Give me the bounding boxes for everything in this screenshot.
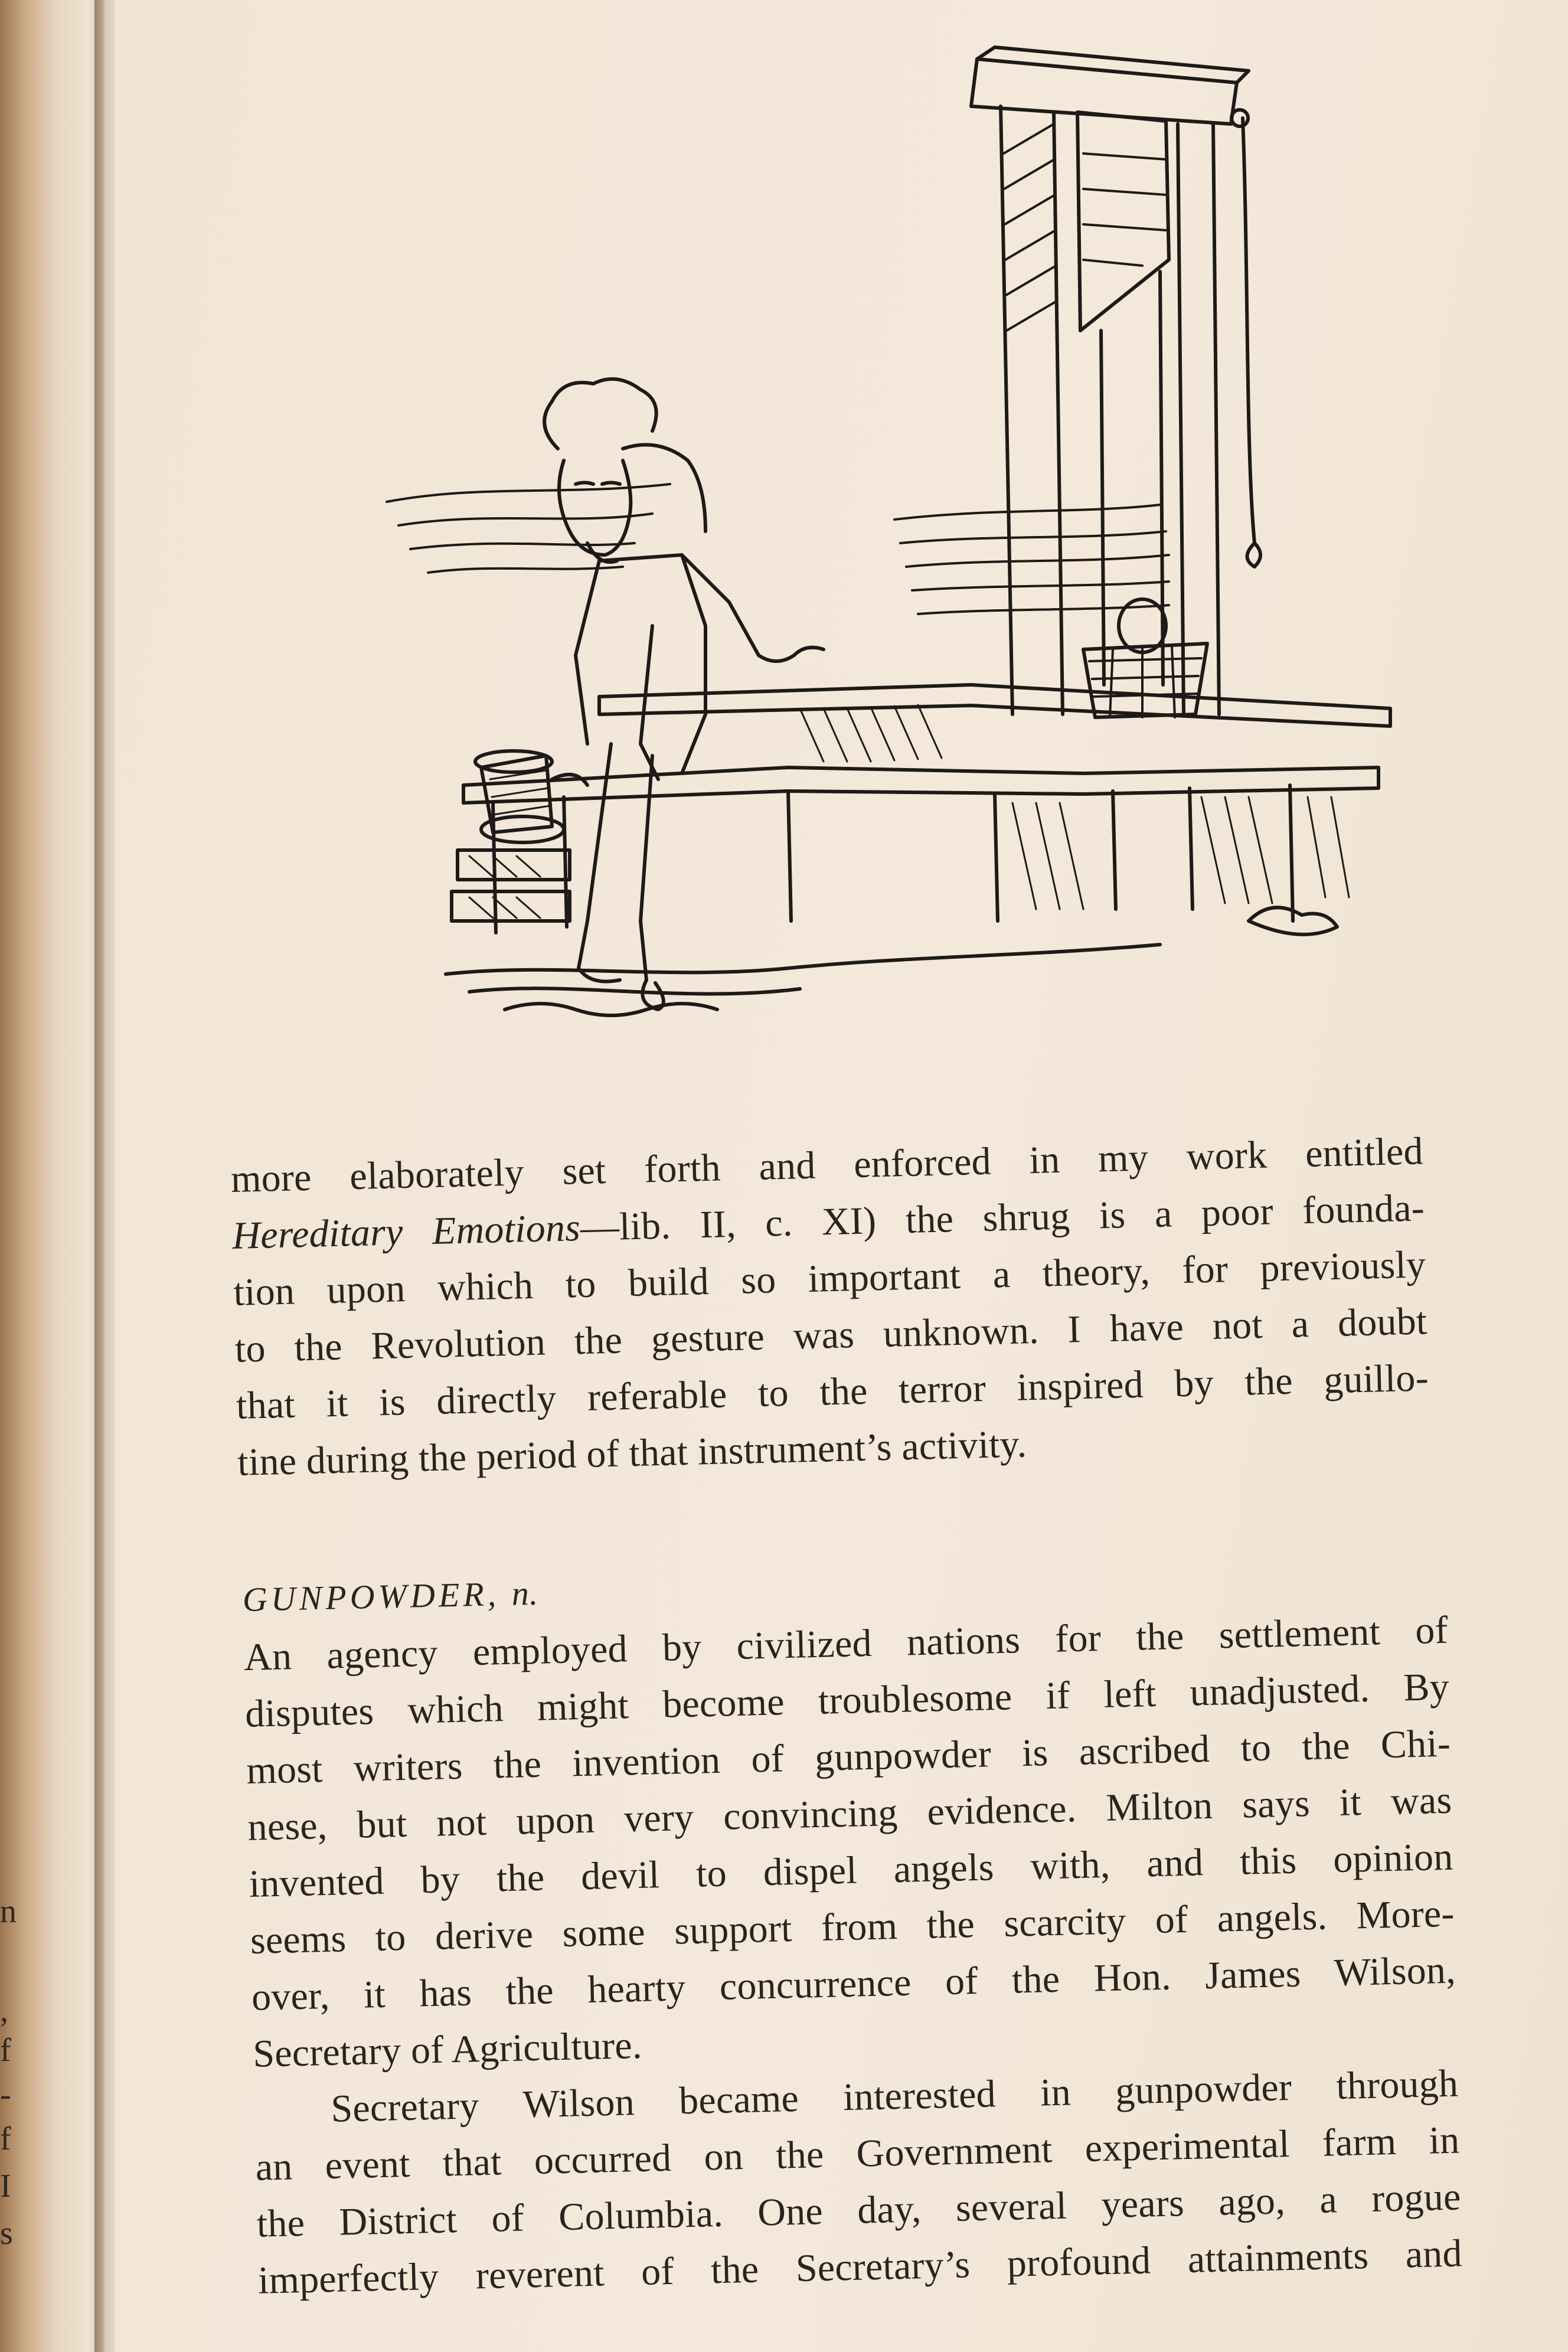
text-line: nese, but not upon very convincing evidence. Milton says it was bbox=[247, 1778, 1452, 1849]
text-line: over, it has the hearty concurrence of the Hon. James Wilson, bbox=[251, 1948, 1456, 2019]
left-page-fragment: I bbox=[0, 2168, 11, 2204]
continuation-paragraph bbox=[230, 1123, 1430, 1491]
text-line: tine during the period of that instrument’s activity. bbox=[237, 1422, 1027, 1484]
text-line: An agency employed by civilized nations for the settlement of bbox=[243, 1608, 1449, 1679]
text-line: the District of Columbia. One day, several years ago, a rogue bbox=[256, 2175, 1462, 2246]
book-page bbox=[115, 0, 1568, 2352]
dictionary-entry bbox=[242, 1549, 1463, 2309]
text-line-rest: —lib. II, c. XI) the shrug is a poor founda- bbox=[580, 1186, 1425, 1250]
left-page-fragment: s bbox=[0, 2215, 13, 2252]
left-page-fragment: - bbox=[0, 2076, 11, 2113]
left-page-fragment: n bbox=[0, 1893, 17, 1930]
text-line: invented by the devil to dispel angels with, and this opinion bbox=[249, 1835, 1454, 1906]
text-line: seems to derive some support from the scarcity of angels. More- bbox=[250, 1892, 1455, 1962]
text-line: an event that occurred on the Government experimental farm in bbox=[254, 2118, 1461, 2189]
part-of-speech: n. bbox=[511, 1573, 539, 1613]
text-line: imperfectly reverent of the Secretary’s profound attainments and bbox=[257, 2232, 1463, 2302]
left-page-fragment: , bbox=[0, 1992, 8, 2029]
text-line: disputes which might become troublesome if left unadjusted. By bbox=[244, 1665, 1450, 1736]
text-line: to the Revolution the gesture was unknown. I have not a doubt bbox=[234, 1299, 1428, 1371]
text-line: that it is directly referable to the terror inspired by the guillo- bbox=[236, 1356, 1429, 1427]
previous-page-edge bbox=[0, 0, 103, 2352]
work-title: Hereditary Emotions bbox=[231, 1206, 581, 1257]
text-line: most writers the invention of gunpowder is ascribed to the Chi- bbox=[246, 1721, 1451, 1792]
text-line: more elaborately set forth and enforced in my work entitled bbox=[230, 1129, 1424, 1201]
text-line: Secretary Wilson became interested in gunpowder through bbox=[330, 2062, 1459, 2131]
headword-text: GUNPOWDER, bbox=[242, 1574, 500, 1619]
guillotine-illustration-icon bbox=[375, 35, 1426, 1063]
book-gutter bbox=[94, 0, 118, 2352]
text-line: tion upon which to build so important a theory, for previously bbox=[233, 1243, 1426, 1314]
left-page-fragment: f bbox=[0, 2032, 11, 2069]
text-line: Secretary of Agriculture. bbox=[252, 2023, 643, 2076]
left-page-fragment: f bbox=[0, 2121, 11, 2157]
